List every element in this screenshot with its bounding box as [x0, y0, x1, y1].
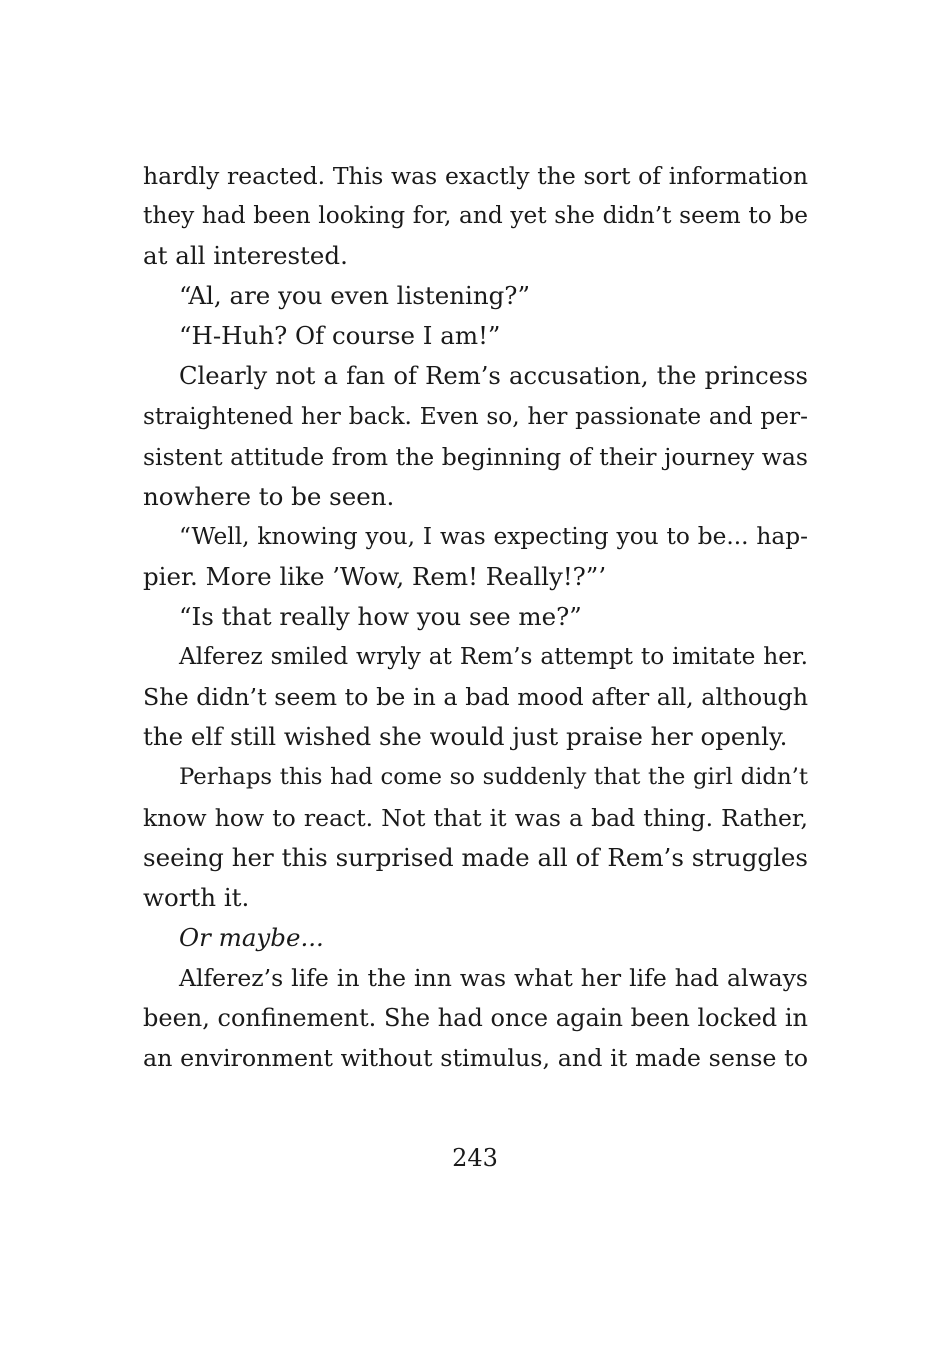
text-line: an environment without stimulus, and it made sense to: [143, 1044, 808, 1073]
text-line: Alferez smiled wryly at Rem’s attempt to imitate her.: [179, 643, 808, 671]
text-line: the elf still wished she would just praise her openly.: [143, 722, 788, 752]
text-line: Perhaps this had come so suddenly that the girl didn’t: [179, 764, 808, 791]
text-line: they had been looking for, and yet she didn’t seem to be: [143, 202, 808, 230]
text-line-italic: Or maybe...: [179, 922, 324, 952]
text-line: straightened her back. Even so, her passionate and per-: [143, 402, 808, 430]
text-line: worth it.: [143, 882, 250, 912]
text-line: seeing her this surprised made all of Rem’s struggles: [143, 842, 808, 872]
text-line: Alferez’s life in the inn was what her life had always: [179, 963, 808, 992]
body-text: [143, 156, 808, 1078]
text-line: “Is that really how you see me?”: [179, 602, 582, 632]
text-line: hardly reacted. This was exactly the sort of information: [143, 162, 808, 190]
text-line: She didn’t seem to be in a bad mood after all, although: [143, 683, 808, 712]
text-line: at all interested.: [143, 241, 348, 271]
text-line: pier. More like ’Wow, Rem! Really!?”’: [143, 561, 607, 591]
text-line: “Al, are you even listening?”: [179, 281, 530, 311]
page-number: 243: [452, 1144, 498, 1172]
text-line: “Well, knowing you, I was expecting you to be... hap-: [179, 522, 808, 550]
text-line: Clearly not a fan of Rem’s accusation, the princess: [179, 361, 808, 391]
text-line: nowhere to be seen.: [143, 481, 395, 511]
text-line: “H-Huh? Of course I am!”: [179, 321, 501, 351]
text-line: know how to react. Not that it was a bad thing. Rather,: [143, 803, 808, 832]
text-line: sistent attitude from the beginning of their journey was: [143, 442, 808, 471]
text-line: been, confinement. She had once again been locked in: [143, 1003, 808, 1032]
